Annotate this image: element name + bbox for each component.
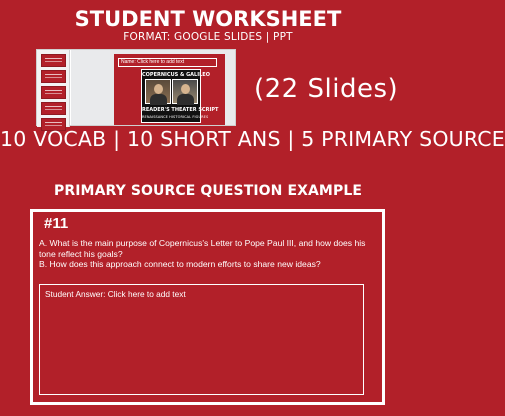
cover-title: COPERNICUS & GALILEO: [142, 72, 210, 78]
question-number: #11: [44, 215, 69, 232]
name-field[interactable]: Name: Click here to add text: [118, 58, 217, 67]
student-answer-placeholder[interactable]: Student Answer: Click here to add text: [45, 289, 186, 299]
slide-thumbnail[interactable]: [41, 54, 66, 67]
question-counts: 10 VOCAB | 10 SHORT ANS | 5 PRIMARY SOURCE: [0, 127, 505, 151]
cover-subtitle: READER'S THEATER SCRIPT: [142, 107, 219, 113]
galileo-portrait: [172, 79, 198, 104]
slides-count: (22 Slides): [254, 74, 399, 104]
cover-tagline: RENAISSANCE HISTORICAL FIGURES: [142, 115, 209, 119]
current-slide: [114, 54, 225, 125]
slide-thumbnail[interactable]: [41, 102, 66, 115]
copernicus-portrait: [145, 79, 171, 104]
example-heading: PRIMARY SOURCE QUESTION EXAMPLE: [53, 183, 363, 199]
worksheet-title: STUDENT WORKSHEET: [74, 7, 342, 31]
format-subtitle: FORMAT: GOOGLE SLIDES | PPT: [123, 31, 293, 43]
slide-thumbnail[interactable]: [41, 86, 66, 99]
student-answer-box[interactable]: [39, 284, 364, 395]
slides-preview: [36, 49, 236, 126]
cover-image: [141, 69, 219, 123]
example-slide: [30, 209, 385, 405]
slide-filmstrip: [37, 50, 70, 127]
slide-thumbnail[interactable]: [41, 70, 66, 83]
question-a: A. What is the main purpose of Copernicus's Letter to Pope Paul III, and how does his tone reflect his goals?: [39, 238, 366, 259]
question-text: [39, 238, 379, 270]
question-b: B. How does this approach connect to modern efforts to share new ideas?: [39, 259, 321, 270]
